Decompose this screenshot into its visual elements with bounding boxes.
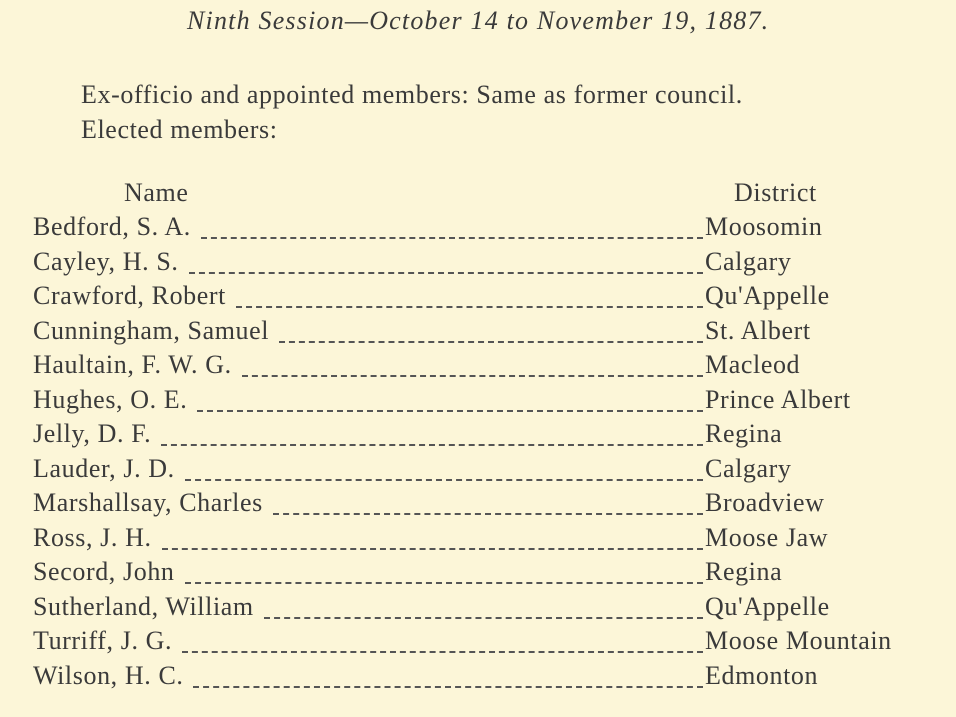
member-row xyxy=(33,592,933,627)
column-header-name: Name xyxy=(124,178,189,207)
member-row xyxy=(33,419,933,454)
member-name: Jelly, D. F. xyxy=(33,419,152,448)
member-name: Ross, J. H. xyxy=(33,522,152,552)
dotted-leader xyxy=(182,651,703,653)
member-row xyxy=(33,557,933,592)
member-name: Sutherland, William xyxy=(33,591,254,621)
member-name: Secord, John xyxy=(33,557,175,586)
member-district: St. Albert xyxy=(705,315,811,345)
member-row xyxy=(33,212,933,247)
members-list xyxy=(33,212,933,695)
member-row xyxy=(33,454,933,489)
dotted-leader xyxy=(273,513,703,515)
dotted-leader xyxy=(279,341,703,343)
dotted-leader xyxy=(185,582,703,584)
member-row xyxy=(33,385,933,420)
member-name: Marshallsay, Charles xyxy=(33,488,263,517)
member-district: Moose Mountain xyxy=(705,626,892,655)
member-district: Qu'Appelle xyxy=(705,591,830,621)
dotted-leader xyxy=(242,375,703,377)
member-row xyxy=(33,488,933,523)
dotted-leader xyxy=(189,272,704,274)
member-name: Cunningham, Samuel xyxy=(33,315,270,345)
member-district: Calgary xyxy=(705,246,792,276)
member-district: Prince Albert xyxy=(705,384,851,414)
member-district: Calgary xyxy=(705,453,792,483)
member-district: Edmonton xyxy=(705,660,819,690)
dotted-leader xyxy=(197,410,703,412)
member-district: Moose Jaw xyxy=(705,522,829,552)
dotted-leader xyxy=(185,479,703,481)
member-name: Cayley, H. S. xyxy=(33,246,179,276)
member-row xyxy=(33,281,933,316)
elected-members-label: Elected members: xyxy=(81,115,278,144)
column-header-district: District xyxy=(734,178,817,207)
dotted-leader xyxy=(201,237,703,239)
dotted-leader xyxy=(236,306,703,308)
member-name: Bedford, S. A. xyxy=(33,212,191,241)
dotted-leader xyxy=(264,617,703,619)
member-row xyxy=(33,247,933,282)
member-name: Crawford, Robert xyxy=(33,281,226,310)
member-district: Regina xyxy=(705,419,783,448)
member-district: Broadview xyxy=(705,488,825,517)
member-row xyxy=(33,350,933,385)
member-row xyxy=(33,626,933,661)
member-name: Hughes, O. E. xyxy=(33,384,188,414)
member-district: Regina xyxy=(705,557,783,586)
session-title: Ninth Session—October 14 to November 19, 1887. xyxy=(187,6,770,35)
ex-officio-line: Ex-officio and appointed members: Same as former council. xyxy=(81,80,743,109)
member-district: Macleod xyxy=(705,350,801,379)
intro-block xyxy=(81,77,743,147)
member-row xyxy=(33,661,933,696)
member-row xyxy=(33,523,933,558)
member-district: Moosomin xyxy=(705,212,823,241)
member-name: Turriff, J. G. xyxy=(33,626,173,655)
dotted-leader xyxy=(162,548,703,550)
member-name: Wilson, H. C. xyxy=(33,660,184,690)
dotted-leader xyxy=(193,686,703,688)
member-name: Haultain, F. W. G. xyxy=(33,350,232,379)
member-name: Lauder, J. D. xyxy=(33,453,175,483)
dotted-leader xyxy=(161,444,703,446)
member-district: Qu'Appelle xyxy=(705,281,830,310)
member-row xyxy=(33,316,933,351)
